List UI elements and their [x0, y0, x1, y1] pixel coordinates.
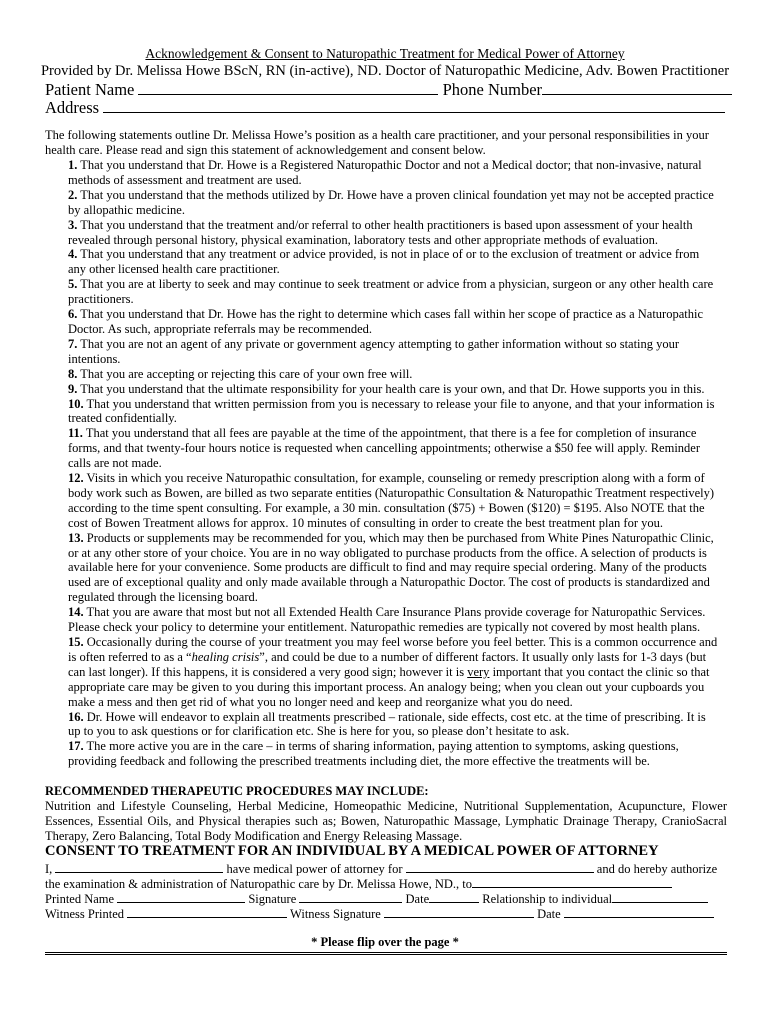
- list-item: 4. That you understand that any treatment or advice provided, is not in place of or to the exclusion of treatment or advice from any other licensed health care practitioner.: [68, 247, 700, 277]
- signature-row: Printed Name Signature Date Relationship to individual: [45, 890, 708, 907]
- patient-name-label: Patient Name: [45, 80, 135, 99]
- footer-rule: [45, 954, 727, 955]
- provider-line: Provided by Dr. Melissa Howe BScN, RN (in-active), ND. Doctor of Naturopathic Medicine, Adv. Bowen Practitioner: [40, 63, 730, 79]
- list-item: 14. That you are aware that most but not all Extended Health Care Insurance Plans provide coverage for Naturopathic Services. Please check your policy to determine your entitlement. Naturopathic remedies are typically not covered by most health plans.: [68, 605, 706, 635]
- consent-line-1: I, have medical power of attorney for and do hereby authorize: [45, 862, 718, 876]
- witness-row: Witness Printed Witness Signature Date: [45, 905, 714, 922]
- footer-rule: [45, 952, 727, 953]
- flip-page-note: * Please flip over the page *: [311, 935, 459, 949]
- list-item: 15. Occasionally during the course of your treatment you may feel worse before you feel better. This is a common occurrence and is often referred to as a “healing crisis”, and could be due to a number of different factors. It usually only lasts for 1-3 days (but can last longer). If this happens, it is considered a very good sign; however it is very important that you contact the clinic so that appropriate care may be given to you during this important process. An analogy being; when you clean out your cupboards you make a mess and then get rid of what you no longer need and keep and reorganize what you do need.: [68, 635, 718, 709]
- printed-name-field[interactable]: [117, 890, 245, 903]
- phone-field[interactable]: [542, 82, 732, 95]
- individual-name-field[interactable]: [55, 860, 223, 873]
- consent-heading: CONSENT TO TREATMENT FOR AN INDIVIDUAL BY A MEDICAL POWER OF ATTORNEY: [45, 843, 659, 859]
- list-item: 10. That you understand that written permission from you is necessary to release your file to anyone, and that your information is treated confidentially.: [68, 396, 715, 426]
- address-label: Address: [45, 98, 100, 117]
- list-item: 7. That you are not an agent of any private or government agency attempting to gather information without so stating your intentions.: [68, 336, 680, 366]
- witness-printed-field[interactable]: [127, 905, 287, 918]
- list-item: 5. That you are at liberty to seek and may continue to seek treatment or advice from a physician, surgeon or any other health care practitioners.: [68, 277, 714, 307]
- recommended-heading: RECOMMENDED THERAPEUTIC PROCEDURES MAY INCLUDE:: [45, 784, 429, 798]
- witness-date-field[interactable]: [564, 905, 714, 918]
- list-item: 3. That you understand that the treatment and/or referral to other health practitioners is based upon assessment of your health revealed through personal history, physical examination, laboratory tests and other appropriate methods of evaluation.: [68, 217, 693, 247]
- recommended-text: Nutrition and Lifestyle Counseling, Herbal Medicine, Homeopathic Medicine, Nutritional Supplementation, Acupuncture, Flower Essences, Essential Oils, and Physical therapies such as; Bowen, Naturopathic Massage, Lymphatic Drainage Therapy, CranioSacral Therapy, Zero Balancing, Total Body Modification and Energy Releasing Massage.: [45, 799, 727, 843]
- relationship-field[interactable]: [612, 890, 708, 903]
- intro-paragraph: The following statements outline Dr. Melissa Howe’s position as a health care practitioner, and your personal responsibilities in your health care. Please read and sign this statement of acknowledgement and consent below.: [45, 128, 709, 157]
- list-item: 11. That you understand that all fees are payable at the time of the appointment, that there is a fee for completion of insurance forms, and that twenty-four hours notice is requested when cancelling appointments; otherwise a $50 fee will apply. Reminder calls are not made.: [68, 426, 701, 471]
- signature-field[interactable]: [299, 890, 402, 903]
- address-field[interactable]: [103, 100, 725, 113]
- authorized-for-field[interactable]: [472, 875, 672, 888]
- list-item: 1. That you understand that Dr. Howe is a Registered Naturopathic Doctor and not a Medical doctor; that non-invasive, natural methods of assessment and treatment are used.: [68, 158, 702, 187]
- list-item: 16. Dr. Howe will endeavor to explain all treatments prescribed – rationale, side effects, cost etc. at the time of prescribing. It is up to you to ask questions or for clarification etc. She is here for you, so please don’t hesitate to ask.: [68, 709, 706, 739]
- list-item: 13. Products or supplements may be recommended for you, which may then be purchased from White Pines Naturopathic Clinic, or at any other store of your choice. You are in no way obligated to purchase products from the office. A selection of products is available here for your convenience. Some products are difficult to find and may require special ordering. Many of the products used are of exceptional quality and only made available through a Naturopathic Doctor. The cost of products is standardized and regulated through the licensing board.: [68, 530, 714, 605]
- date-field[interactable]: [429, 890, 479, 903]
- list-item: 9. That you understand that the ultimate responsibility for your health care is your own, and that Dr. Howe supports you in this.: [68, 381, 705, 396]
- witness-signature-field[interactable]: [384, 905, 534, 918]
- form-title: Acknowledgement & Consent to Naturopathic Treatment for Medical Power of Attorney: [145, 46, 625, 61]
- phone-label: Phone Number: [442, 80, 543, 99]
- acknowledgement-list: [68, 158, 720, 769]
- attorney-for-field[interactable]: [406, 860, 594, 873]
- list-item: 6. That you understand that Dr. Howe has the right to determine which cases fall within her scope of practice as a Naturopathic Doctor. As such, appropriate referrals may be recommended.: [68, 307, 703, 336]
- patient-name-field[interactable]: [138, 82, 438, 95]
- consent-line-2: the examination & administration of Naturopathic care by Dr. Melissa Howe, ND., to: [45, 875, 672, 892]
- healing-crisis-emphasis: healing crisis: [191, 649, 260, 664]
- address-row: [45, 98, 725, 118]
- list-item: 17. The more active you are in the care – in terms of sharing information, paying attention to symptoms, asking questions, providing feedback and following the prescribed treatments including diet, the more effective the treatments will be.: [68, 739, 679, 769]
- list-item: 12. Visits in which you receive Naturopathic consultation, for example, counseling or remedy prescription along with a form of body work such as Bowen, are billed as two separate entities (Naturopathic Consultation & Naturopathic Treatment respectively) according to the time spent consulting. For example, a 30 min. consultation ($75) + Bowen ($120) = $195. Also NOTE that the cost of Bowen Treatment allows for approx. 10 minutes of consulting in order to create the best treatment plan for you.: [68, 471, 715, 530]
- patient-name-row: [45, 80, 732, 100]
- very-underlined: very: [467, 664, 490, 679]
- list-item: 8. That you are accepting or rejecting this care of your own free will.: [68, 366, 413, 381]
- list-item: 2. That you understand that the methods utilized by Dr. Howe have a proven clinical foundation yet may not be accepted practice by allopathic medicine.: [68, 187, 714, 217]
